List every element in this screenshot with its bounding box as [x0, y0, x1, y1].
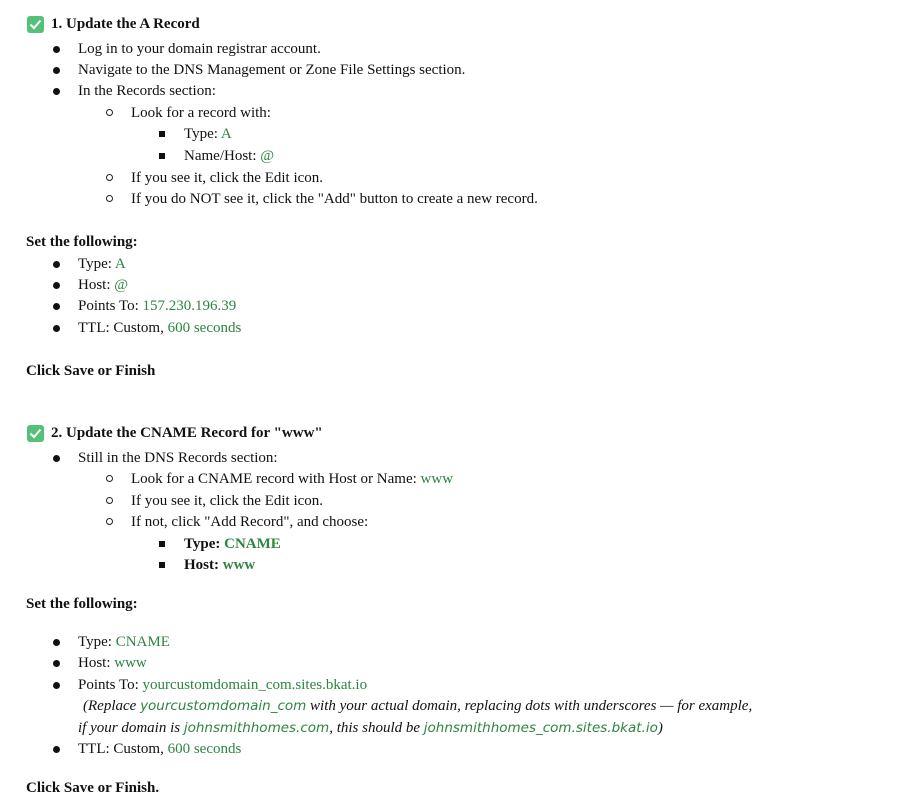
bullet-icon: [53, 46, 60, 53]
check-box-icon: [27, 16, 44, 33]
bullet-icon: [53, 282, 60, 289]
square-bullet-icon: [159, 562, 165, 568]
subheading: Set the following:: [26, 596, 138, 612]
list-item: [184, 555, 255, 577]
list-item: [78, 296, 236, 318]
check-box-icon: [27, 425, 44, 442]
list-item: Log in to your domain registrar account.: [78, 41, 321, 57]
bullet-icon: [53, 682, 60, 689]
field-value: 157.230.196.39: [142, 298, 237, 314]
bullet-icon: [53, 660, 60, 667]
field-value: CNAME: [115, 634, 170, 650]
list-item: In the Records section:: [78, 83, 216, 99]
field-label: Host:: [78, 655, 115, 671]
field-value: 600 seconds: [167, 741, 242, 757]
list-item: Look for a record with:: [131, 105, 271, 121]
field-label: Type:: [78, 634, 116, 650]
square-bullet-icon: [159, 131, 165, 137]
field-label: Host:: [184, 557, 223, 573]
circle-bullet-icon: [106, 497, 113, 504]
field-label: Points To:: [78, 298, 143, 314]
list-item: Navigate to the DNS Management or Zone File Settings section.: [78, 62, 466, 78]
note-text: with your actual domain, replacing dots with underscores — for example,: [306, 698, 753, 714]
list-item: If not, click "Add Record", and choose:: [131, 514, 369, 530]
square-bullet-icon: [159, 153, 165, 159]
note-value: johnsmithhomes.com: [183, 720, 330, 736]
list-item: If you see it, click the Edit icon.: [131, 170, 324, 186]
list-item: [78, 318, 241, 340]
list-item: If you do NOT see it, click the "Add" button to create a new record.: [131, 191, 538, 207]
note-text: if your domain is: [78, 720, 184, 736]
field-label: Type:: [184, 536, 225, 552]
circle-bullet-icon: [106, 174, 113, 181]
bullet-icon: [53, 325, 60, 332]
footer-instruction: Click Save or Finish.: [26, 780, 160, 796]
field-label: Type:: [184, 126, 221, 142]
list-item: [184, 146, 274, 168]
circle-bullet-icon: [106, 518, 113, 525]
field-value: www: [420, 471, 454, 487]
field-label: Look for a CNAME record with Host or Name:: [131, 471, 421, 487]
note-value: johnsmithhomes_com.sites.bkat.io: [423, 720, 658, 736]
field-value: 600 seconds: [167, 320, 242, 336]
field-value: @: [114, 277, 129, 293]
note-line-2: [78, 718, 663, 740]
field-value: A: [220, 126, 232, 142]
field-label: TTL: Custom,: [78, 741, 168, 757]
bullet-icon: [53, 639, 60, 646]
list-item: [131, 469, 453, 491]
field-label: Points To:: [78, 677, 143, 693]
field-value: www: [222, 557, 256, 573]
square-bullet-icon: [159, 541, 165, 547]
list-item: [184, 124, 232, 146]
bullet-icon: [53, 746, 60, 753]
field-value: CNAME: [224, 536, 281, 552]
field-label: TTL: Custom,: [78, 320, 168, 336]
field-value: yourcustomdomain_com.sites.bkat.io: [142, 677, 368, 693]
list-item: [78, 275, 128, 297]
field-label: Name/Host:: [184, 148, 261, 164]
list-item: If you see it, click the Edit icon.: [131, 493, 324, 509]
field-value: www: [114, 655, 147, 671]
field-value: A: [114, 256, 126, 272]
field-value: @: [260, 148, 275, 164]
list-item: [78, 739, 241, 761]
circle-bullet-icon: [106, 109, 113, 116]
list-item: Still in the DNS Records section:: [78, 450, 278, 466]
list-item: [78, 675, 367, 697]
field-label: Host:: [78, 277, 115, 293]
bullet-icon: [53, 88, 60, 95]
footer-instruction: Click Save or Finish: [26, 363, 156, 379]
list-item: [78, 653, 147, 675]
note-value: yourcustomdomain_com: [140, 698, 307, 714]
bullet-icon: [53, 455, 60, 462]
bullet-icon: [53, 303, 60, 310]
section-title: 2. Update the CNAME Record for "www": [51, 425, 323, 441]
note-text: , this should be: [329, 720, 424, 736]
note-text: ): [657, 720, 663, 736]
note-text: (Replace: [83, 698, 141, 714]
subheading: Set the following:: [26, 234, 138, 250]
list-item: [78, 254, 126, 276]
section-title: 1. Update the A Record: [51, 16, 200, 32]
bullet-icon: [53, 261, 60, 268]
field-label: Type:: [78, 256, 115, 272]
circle-bullet-icon: [106, 195, 113, 202]
list-item: [78, 632, 170, 654]
note-line-1: [83, 696, 752, 718]
bullet-icon: [53, 67, 60, 74]
list-item: [184, 534, 281, 556]
circle-bullet-icon: [106, 475, 113, 482]
